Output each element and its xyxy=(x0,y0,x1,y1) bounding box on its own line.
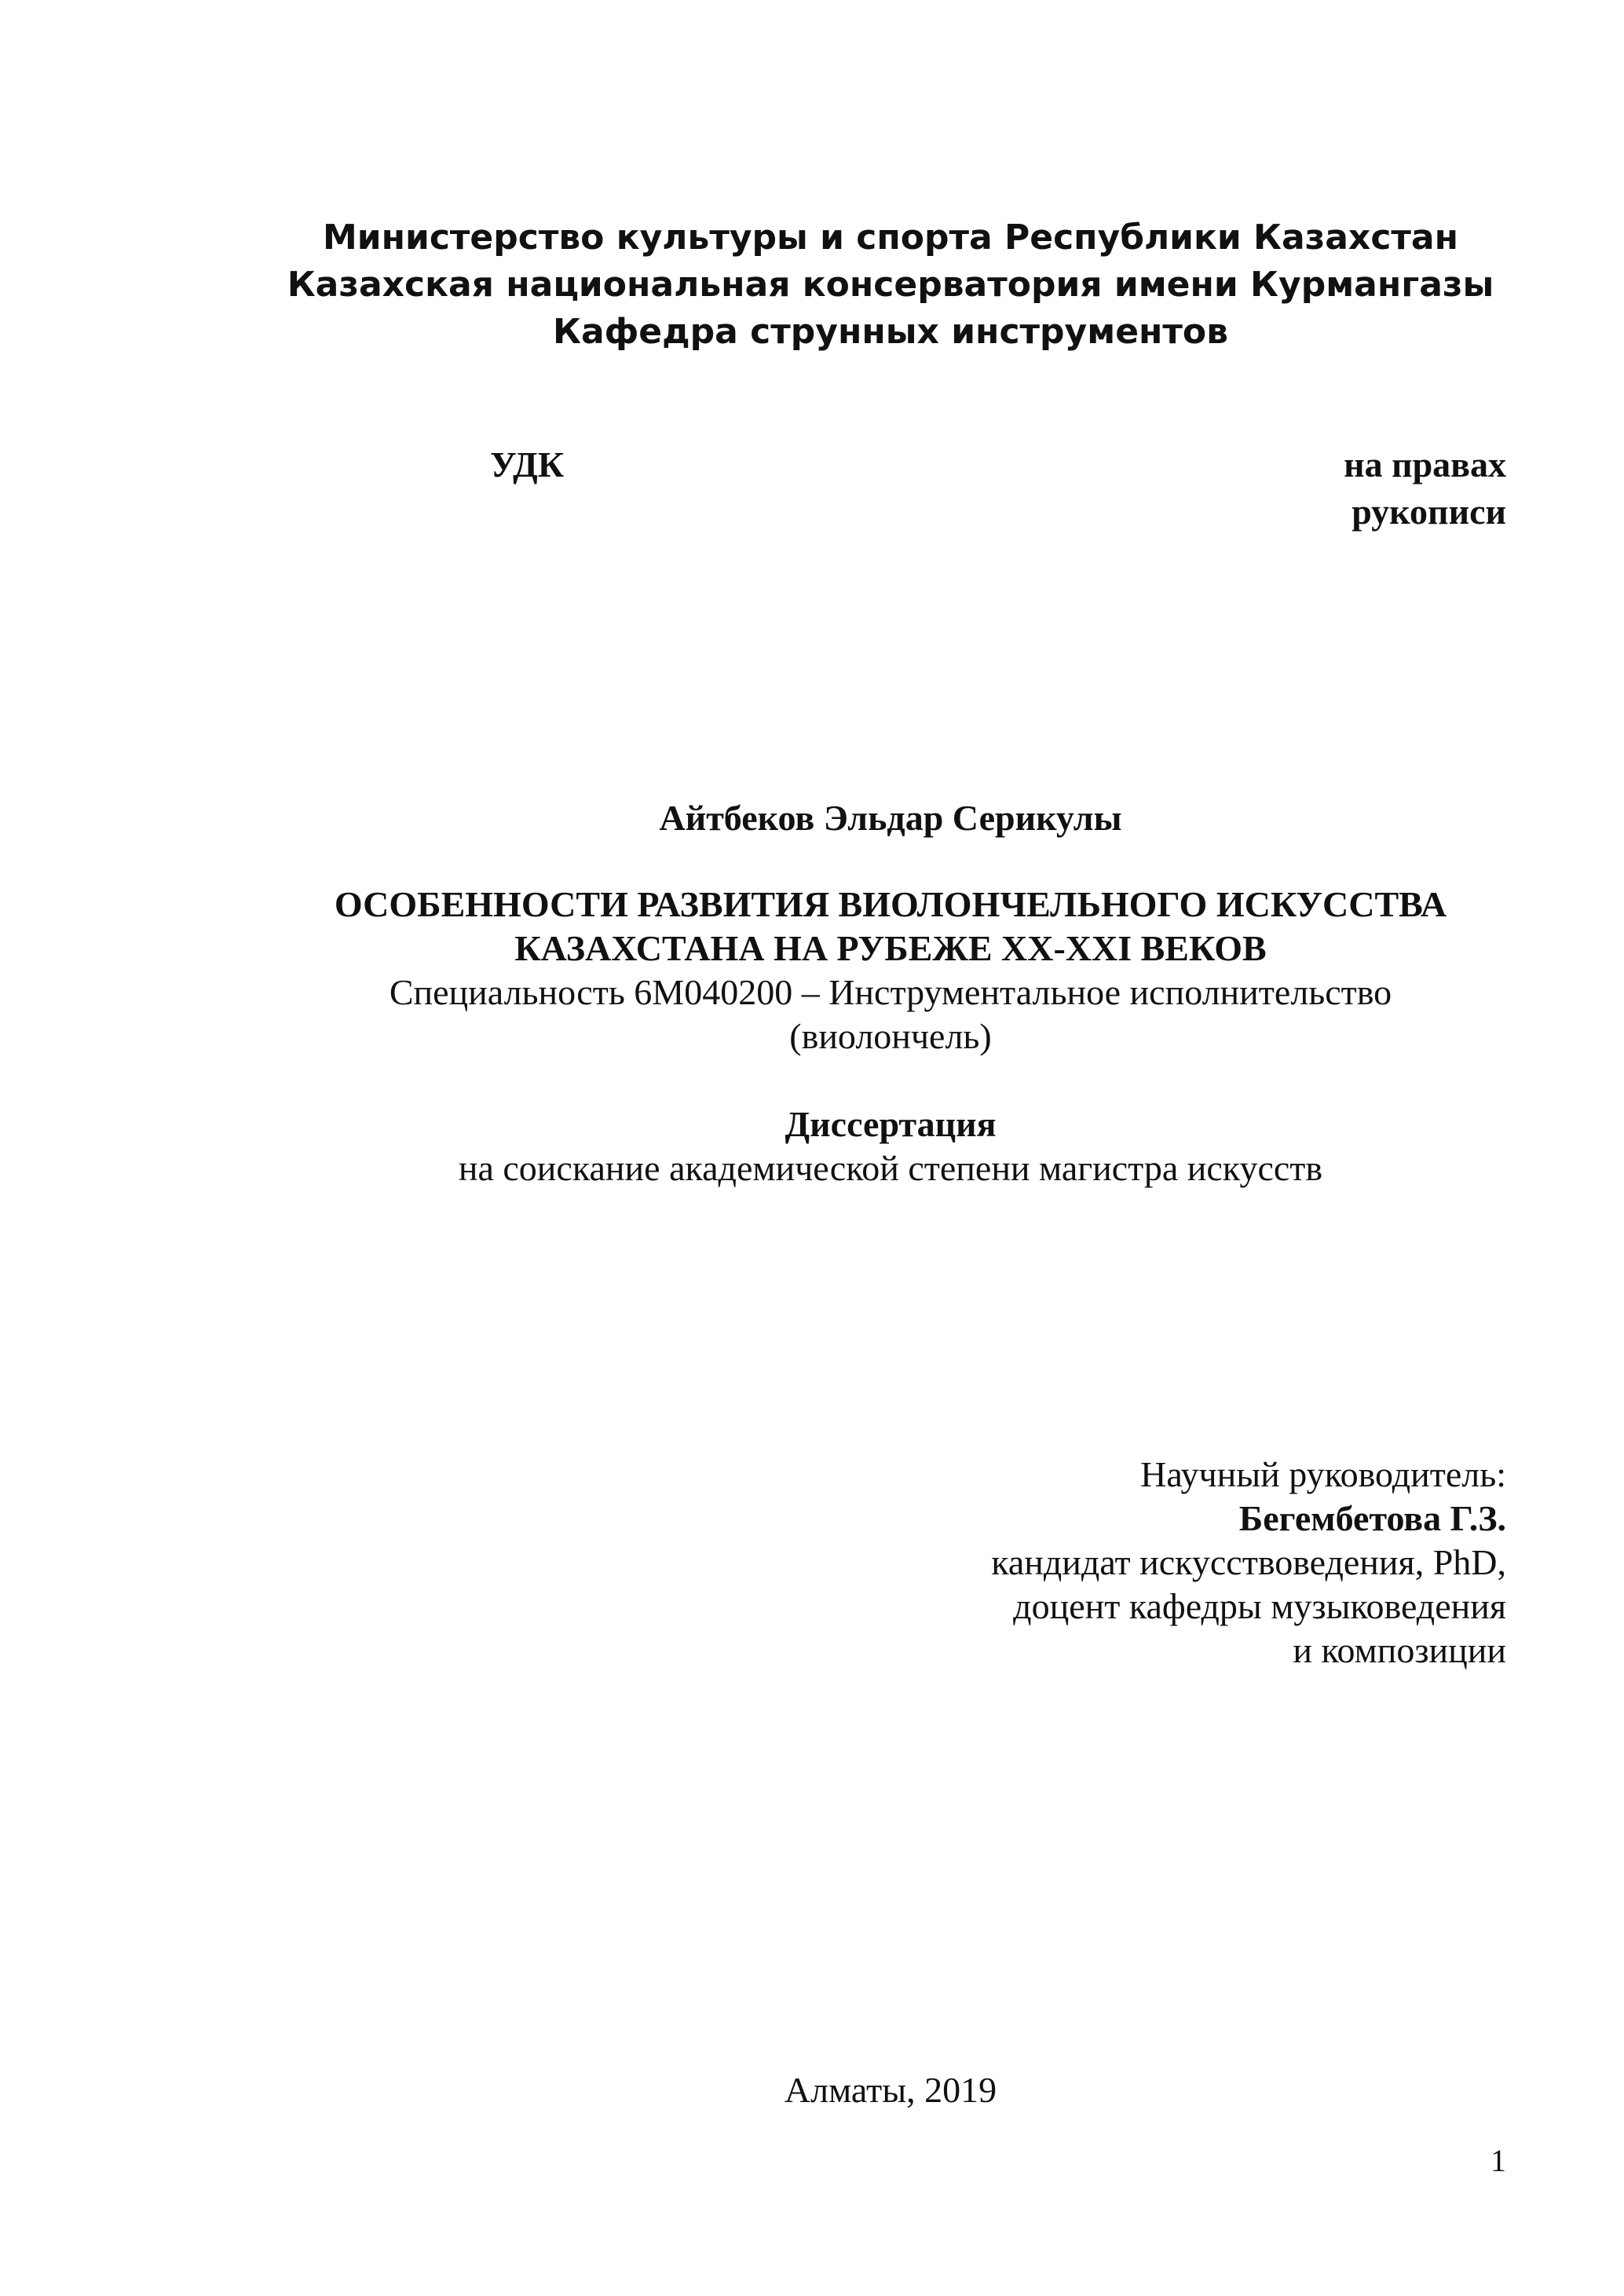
thesis-title-line-2: КАЗАХСТАНА НА РУБЕЖЕ XX-XXI ВЕКОВ xyxy=(514,928,1267,968)
work-type: Диссертация xyxy=(785,1104,997,1144)
author-name: Айтбеков Эльдар Серикулы xyxy=(659,798,1122,838)
supervisor-label: Научный руководитель: xyxy=(1140,1454,1506,1494)
supervisor-name: Бегембетова Г.З. xyxy=(1238,1498,1506,1538)
supervisor-title-2: доцент кафедры музыковедения xyxy=(1013,1586,1506,1626)
specialty-line-1: Специальность 6M040200 – Инструментальное исполнительство xyxy=(389,972,1392,1012)
degree-line: на соискание академической степени магистра искусств xyxy=(458,1148,1323,1188)
department-heading: Кафедра струнных инструментов xyxy=(552,312,1229,352)
rights-line-2: рукописи xyxy=(1352,492,1506,532)
supervisor-title-3: и композиции xyxy=(1293,1630,1506,1670)
thesis-title-line-1: ОСОБЕННОСТИ РАЗВИТИЯ ВИОЛОНЧЕЛЬНОГО ИСКУССТВА xyxy=(334,884,1447,924)
city-year: Алматы, 2019 xyxy=(784,2070,997,2110)
page-number: 1 xyxy=(1490,2143,1506,2178)
ministry-heading: Министерство культуры и спорта Республики Казахстан xyxy=(322,218,1458,258)
rights-line-1: на правах xyxy=(1344,444,1506,484)
conservatory-heading: Казахская национальная консерватория имени Курмангазы xyxy=(287,265,1494,305)
udk-label: УДК xyxy=(490,444,565,484)
specialty-line-2: (виолончель) xyxy=(789,1016,992,1056)
supervisor-title-1: кандидат искусствоведения, PhD, xyxy=(991,1542,1506,1582)
